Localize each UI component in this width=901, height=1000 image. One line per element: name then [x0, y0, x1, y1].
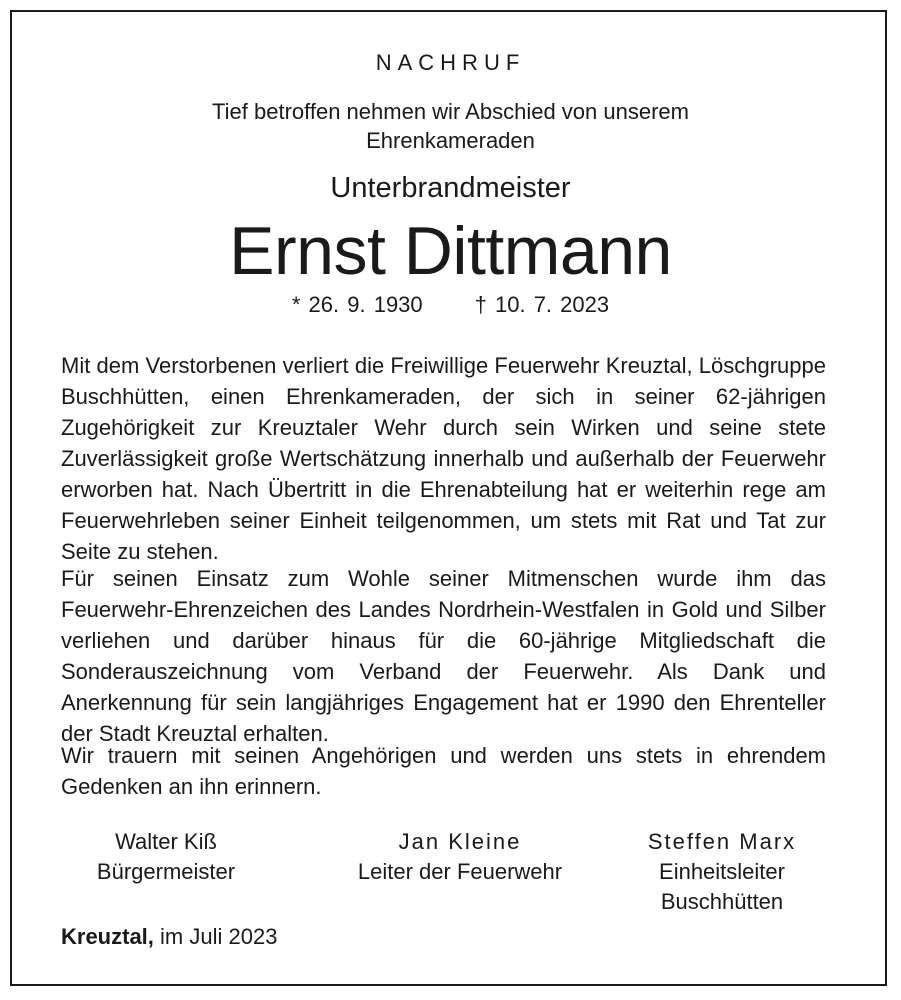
paragraph-3: Wir trauern mit seinen Angehörigen und werden uns stets in ehrendem Gedenken an ihn erinnern.: [61, 743, 826, 799]
intro-line-2: Ehrenkameraden: [366, 128, 535, 153]
life-dates: [0, 292, 901, 318]
intro-line-1: Tief betroffen nehmen wir Abschied von unserem: [212, 99, 689, 124]
death-date: † 10. 7. 2023: [474, 292, 610, 317]
place-date: [61, 924, 277, 950]
signatory-name: Walter Kiß: [115, 829, 217, 854]
signatory-name: Steffen Marx: [647, 829, 797, 854]
signatory-title: Leiter der Feuerwehr: [357, 859, 563, 884]
signatory-1: [66, 827, 266, 887]
signatory-3: [622, 827, 822, 917]
signatory-name: Jan Kleine: [398, 829, 522, 854]
birth-date: * 26. 9. 1930: [291, 292, 423, 317]
place-name: Kreuztal,: [61, 924, 154, 949]
paragraph-2: Für seinen Einsatz zum Wohle seiner Mitmenschen wurde ihm das Feuerwehr-Ehrenzeichen des Landes Nordrhein-Westfalen in Gold und Silber verliehen und darüber hinaus für die 60-jährige Mitgliedschaft die Sonderauszeichnung vom Verband der Feuerwehr. Als Dank und Anerkennung für sein langjähriges Engagement hat er 1990 den Ehrenteller der Stadt Kreuztal erhalten.: [61, 566, 826, 746]
signatory-title: Einheitsleiter: [659, 859, 785, 884]
paragraph-1: Mit dem Verstorbenen verliert die Freiwillige Feuerwehr Kreuztal, Löschgruppe Buschhütten, einen Ehrenkameraden, der sich in seiner 62-jährigen Zugehörigkeit zur Kreuztaler Wehr durch sein Wirken und seine stete Zuverlässigkeit große Wertschätzung innerhalb und außerhalb der Feuerwehr erworben hat. Nach Übertritt in die Ehrenabteilung hat er weiterhin rege am Feuerwehrleben seiner Einheit teilgenommen, um stets mit Rat und Tat zur Seite zu stehen.: [61, 353, 826, 564]
signatory-title-line-2: Buschhütten: [660, 889, 784, 914]
rank-title: Unterbrandmeister: [330, 172, 571, 204]
deceased-name: Ernst Dittmann: [229, 213, 672, 289]
notice-heading: NACHRUF: [375, 50, 526, 75]
signatory-2: [310, 827, 610, 887]
issue-date: im Juli 2023: [160, 924, 278, 949]
intro-text: [0, 97, 901, 155]
signatory-title: Bürgermeister: [96, 859, 236, 884]
